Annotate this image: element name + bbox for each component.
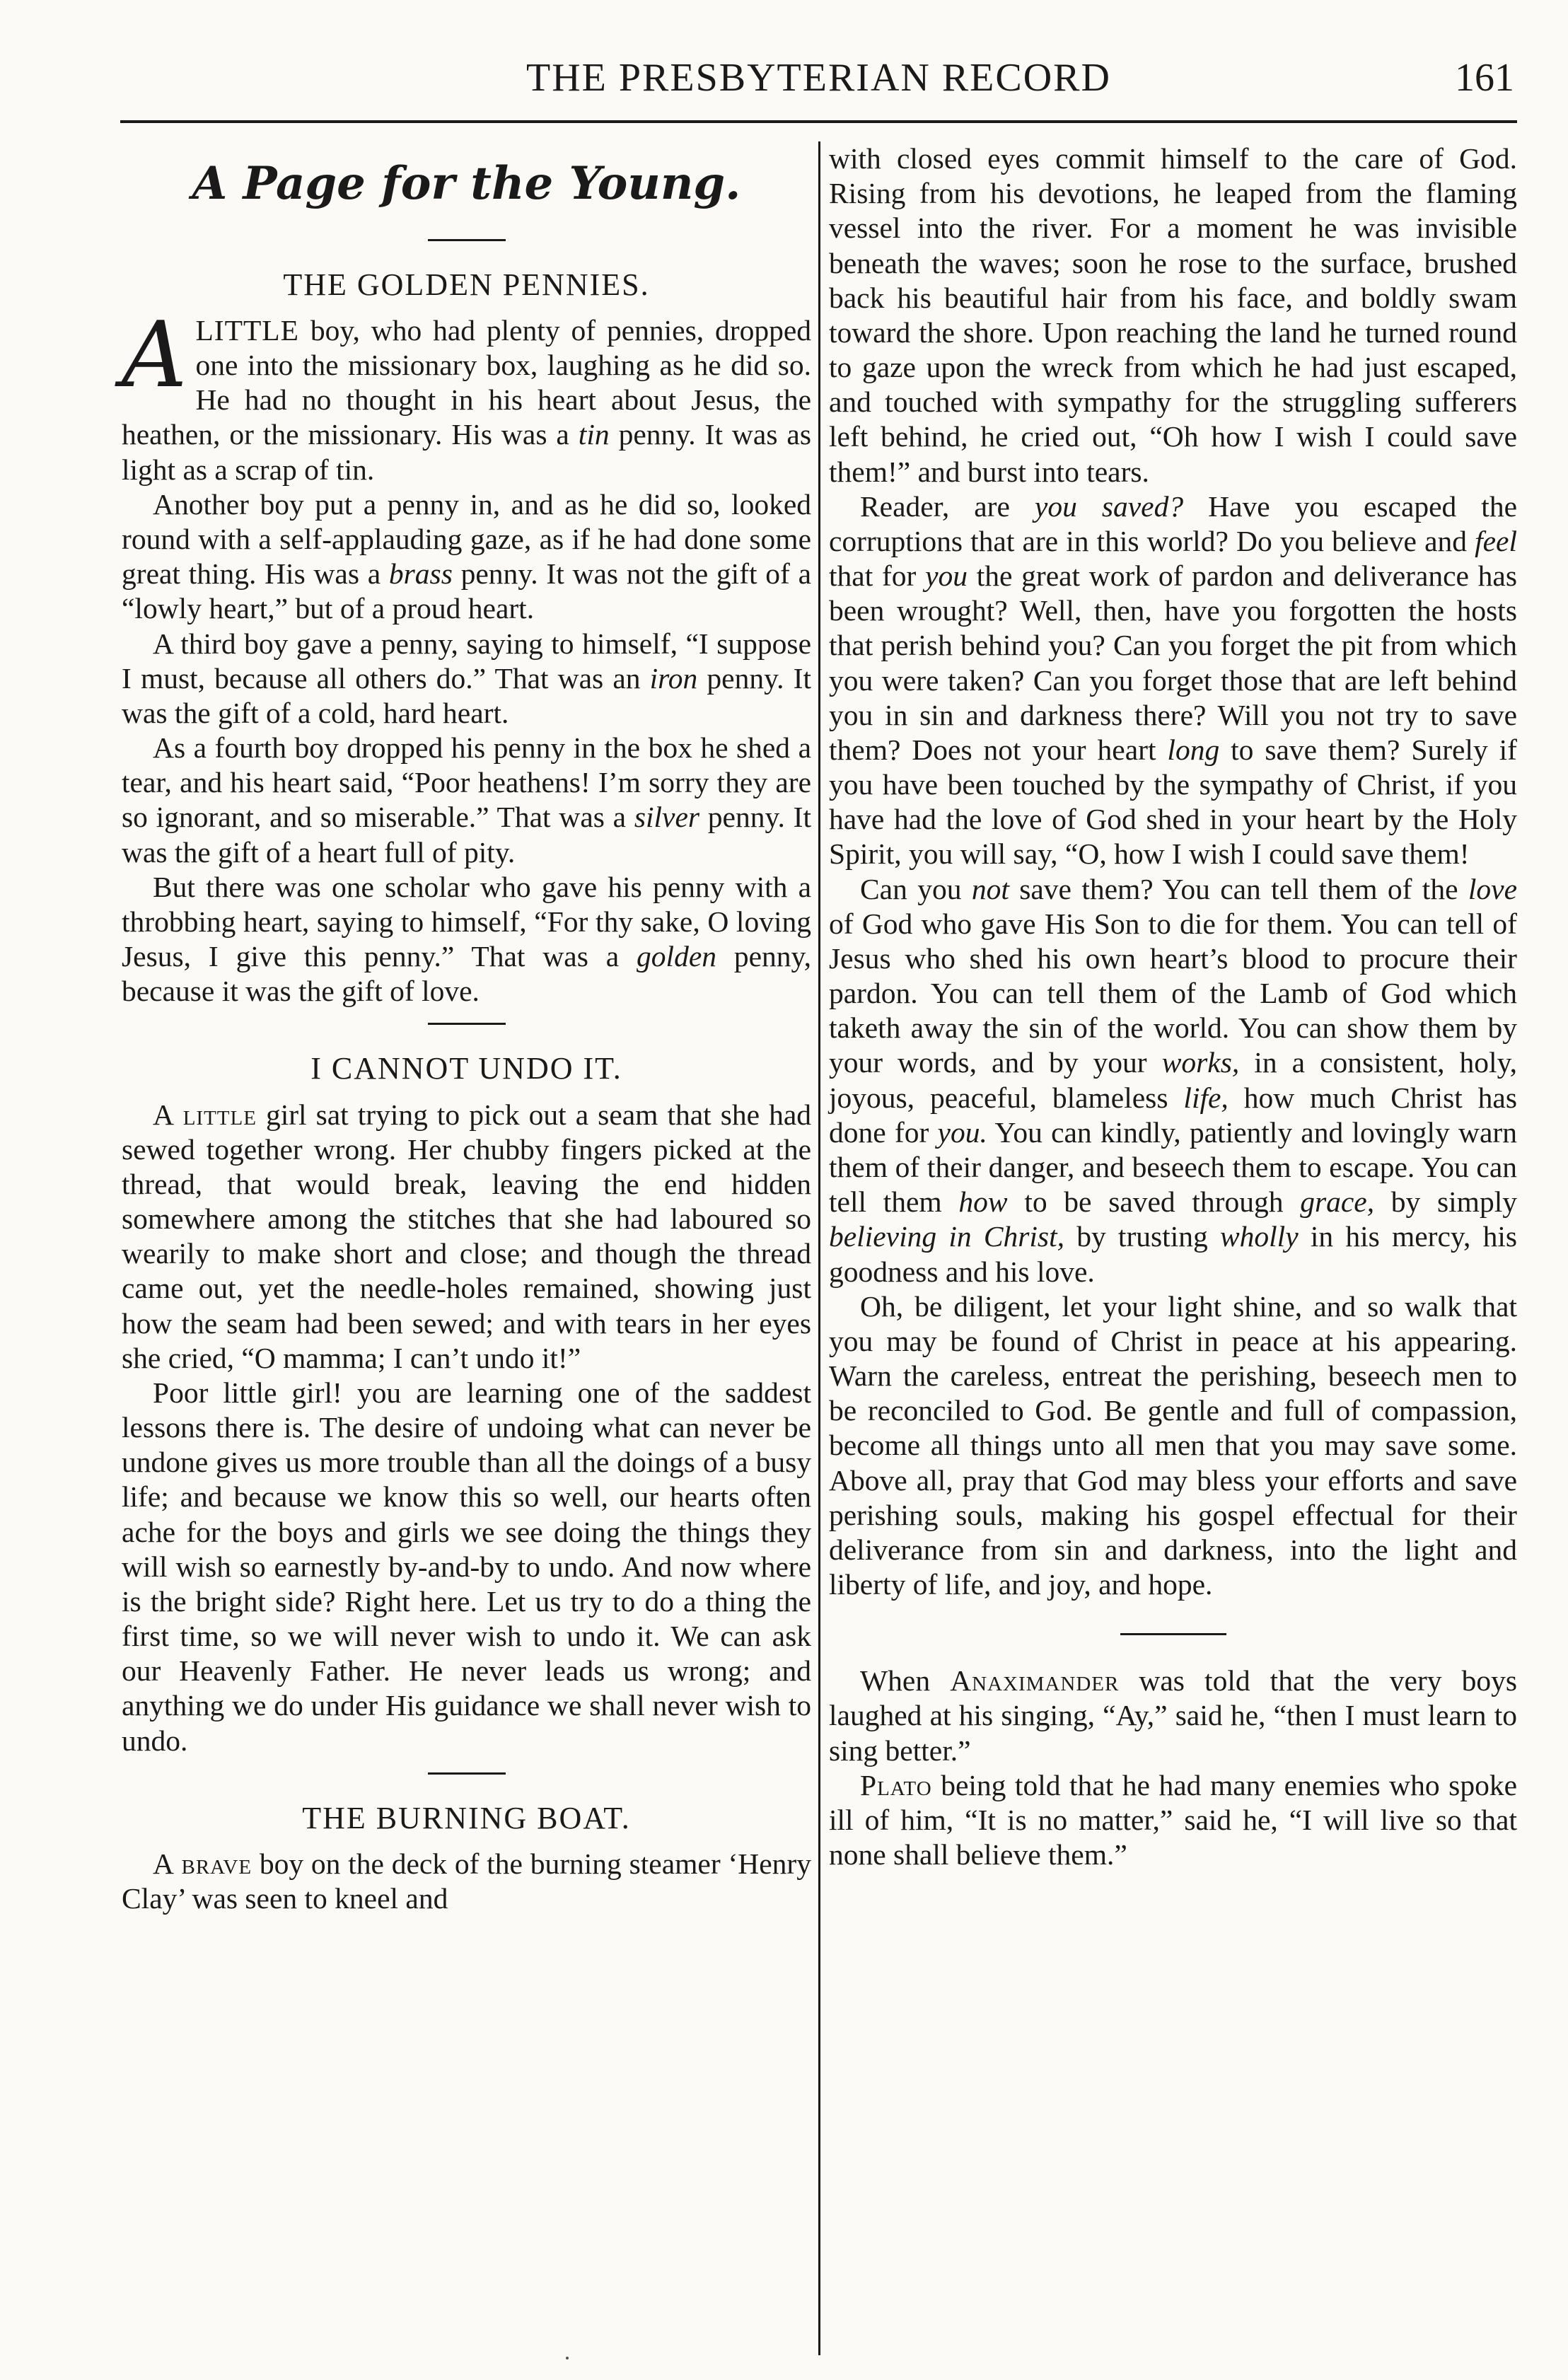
paragraph: A little girl sat trying to pick out a seam that she had sewed together wrong. Her chubby fingers picked at the thread, that would break, leaving the end hidden somewhere among the stitches that she had laboured so wearily to make short and close; and though the thread came out, yet the needle-holes remained, showing just how the seam had been sewed; and with tears in her eyes she cried, “O mamma; I can’t undo it!” bbox=[122, 1098, 811, 1374]
page-number: 161 bbox=[1455, 56, 1514, 100]
article-title: THE GOLDEN PENNIES. bbox=[283, 267, 650, 302]
journal-title: THE PRESBYTERIAN RECORD bbox=[526, 56, 1111, 100]
right-column bbox=[829, 141, 1517, 1872]
paragraph: But there was one scholar who gave his penny with a throbbing heart, saying to himself, “For thy sake, O loving Jesus, I give this penny.” That was a golden penny, because it was the gift of love. bbox=[122, 870, 811, 1008]
section-heading: A Page for the Young. bbox=[192, 157, 741, 210]
paragraph: Poor little girl! you are learning one of the saddest lessons there is. The desire of undoing what can never be undone gives us more trouble than all the doings of a busy life; and because we know this so well, our hearts often ache for the boys and girls we see doing the things they will wish so earnestly by-and-by to undo. And now where is the bright side? Right here. Let us try to do a thing the first time, so we will never wish to undo it. We can ask our Heavenly Father. He never leads us wrong; and anything we do under His guidance we shall never wish to undo. bbox=[122, 1376, 811, 1757]
anecdote: Plato being told that he had many enemies who spoke ill of him, “It is no matter,” said he, “I will live so that none shall believe them.” bbox=[829, 1768, 1517, 1871]
anecdote: When Anaximander was told that the very boys laughed at his singing, “Ay,” said he, “then I must learn to sing better.” bbox=[829, 1664, 1518, 1767]
left-column bbox=[122, 141, 811, 1916]
divider bbox=[428, 1023, 506, 1025]
paragraph: Reader, are you saved? Have you escaped the corruptions that are in this world? Do you believe and feel that for you the great work of pardon and deliverance has been wrought? Well, then, have you forgotten the hosts that perish behind you? Can you forget the pit from which you were taken? Can you forget those that are left behind you in sin and darkness there? Will you not try to save them? Does not your heart long to save them? Surely if you have been touched by the sympathy of Christ, if you have had the love of God shed in your heart by the Holy Spirit, you will say, “O, how I wish I could save them! bbox=[829, 489, 1518, 871]
column-divider bbox=[818, 141, 820, 2355]
paragraph: A third boy gave a penny, saying to himself, “I suppose I must, because all others do.” That was an iron penny. It was the gift of a cold, hard heart. bbox=[122, 627, 811, 729]
article-title: THE BURNING BOAT. bbox=[302, 1800, 631, 1835]
paragraph: Can you not save them? You can tell them of the love of God who gave His Son to die for them. You can tell of Jesus who shed his own heart’s blood to procure their pardon. You can tell them of the Lamb of God which taketh away the sin of the world. You can show them by your words, and by your works, in a consistent, holy, joyous, peaceful, blameless life, how much Christ has done for you. You can kindly, patiently and lovingly warn them of their danger, and beseech them to escape. You can tell them how to be saved through grace, by simply believing in Christ, by trusting wholly in his mercy, his goodness and his love. bbox=[829, 872, 1518, 1288]
paragraph: Another boy put a penny in, and as he did so, looked round with a self-applauding gaze, as if he had done some great thing. His was a brass penny. It was not the gift of a “lowly heart,” but of a proud heart. bbox=[122, 487, 812, 625]
drop-cap: A bbox=[122, 302, 187, 408]
paragraph: As a fourth boy dropped his penny in the box he shed a tear, and his heart said, “Poor heathens! I’m sorry they are so ignorant, and so miserable.” That was a silver penny. It was the gift of a heart full of pity. bbox=[122, 731, 811, 869]
print-speck bbox=[566, 2357, 569, 2359]
divider bbox=[1120, 1633, 1226, 1635]
divider bbox=[428, 1772, 506, 1775]
running-header bbox=[120, 50, 1517, 123]
divider bbox=[428, 239, 506, 241]
paragraph: with closed eyes commit himself to the care of God. Rising from his devotions, he leaped from the flaming vessel into the river. For a moment he was invisible beneath the waves; soon he rose to the surface, brushed back his beautiful hair from his face, and boldly swam toward the shore. Upon reaching the land he turned round to gaze upon the wreck from which he had just escaped, and touched with sympathy for the struggling sufferers left behind, he cried out, “Oh how I wish I could save them!” and burst into tears. bbox=[829, 142, 1517, 488]
paragraph: ALITTLE boy, who had plenty of pennies, dropped one into the missionary box, laughing as he did so. He had no thought in his heart about Jesus, the heathen, or the missionary. His was a tin penny. It was as light as a scrap of tin. bbox=[122, 302, 811, 486]
article-title: I CANNOT UNDO IT. bbox=[310, 1051, 622, 1086]
paragraph: Oh, be diligent, let your light shine, and so walk that you may be found of Christ in peace at his appearing. Warn the careless, entreat the perishing, beseech men to be reconciled to God. Be gentle and full of compassion, become all things unto all men that you may save some. Above all, pray that God may bless your efforts and save perishing souls, making his gospel effectual for their deliverance from sin and darkness, into the light and liberty of life, and joy, and hope. bbox=[829, 1289, 1517, 1601]
paragraph: A brave boy on the deck of the burning steamer ‘Henry Clay’ was seen to kneel and bbox=[122, 1847, 811, 1915]
